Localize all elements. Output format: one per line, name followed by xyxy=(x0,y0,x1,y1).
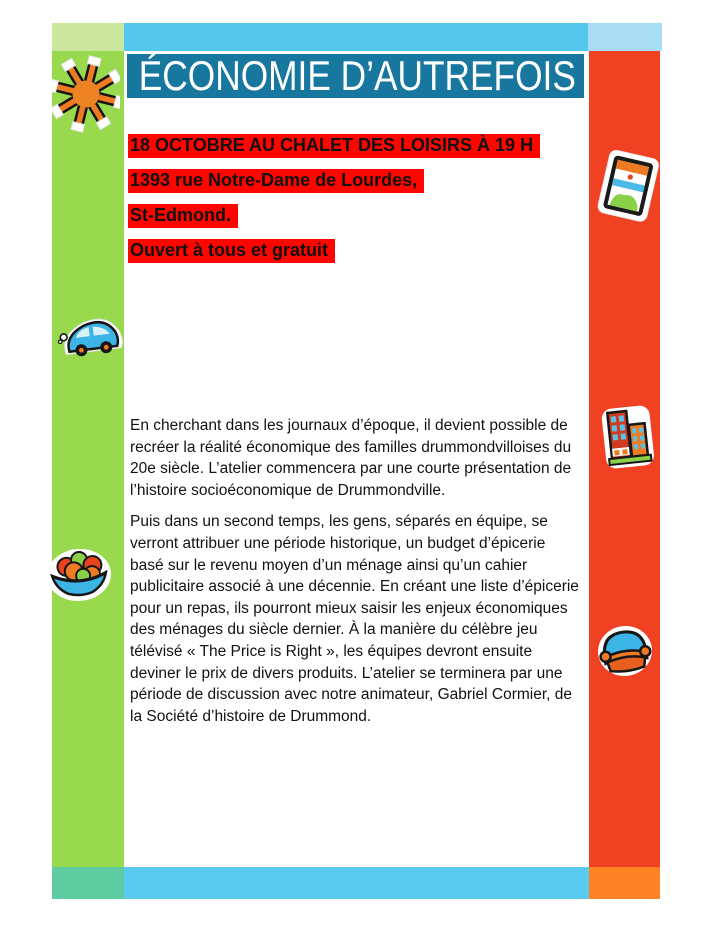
footer-cyan-segment xyxy=(124,867,589,899)
picture-frame-icon xyxy=(597,147,661,227)
event-date-line: 18 OCTOBRE AU CHALET DES LOISIRS À 19 H xyxy=(128,134,540,158)
footer-teal-segment xyxy=(52,867,124,899)
event-info xyxy=(128,134,540,274)
paragraph-2: Puis dans un second temps, les gens, séparés en équipe, se verront attribuer une période historique, un budget d’épicerie basé sur le revenu moyen d’un ménage ainsi qu’un cahier publicitaire associé à une décennie. En créant une liste d’épicerie pour un repas, ils pourront mieux saisir les enjeux économiques des ménages du siècle dernier. À la manière du célèbre jeu télévisé « The Price is Right », les équipes devront ensuite deviner le prix de divers produits. L’atelier se terminera par une période de discussion avec notre animateur, Gabriel Cormier, de la Société d’histoire de Drummond. xyxy=(130,513,579,725)
title-bar xyxy=(127,54,584,98)
footer-orange-segment xyxy=(589,867,660,899)
fruit-bowl-icon xyxy=(45,545,113,603)
sun-icon xyxy=(52,52,120,136)
top-right-light-cyan-block xyxy=(588,23,662,51)
car-icon xyxy=(56,312,126,364)
body-text xyxy=(130,415,582,737)
event-admission-line: Ouvert à tous et gratuit xyxy=(128,239,540,263)
top-cyan-bar xyxy=(124,23,588,51)
buildings-icon xyxy=(599,403,657,473)
event-city-line: St-Edmond. xyxy=(128,204,540,228)
page-title: ÉCONOMIE D’AUTREFOIS xyxy=(138,54,576,98)
paragraph-1: En cherchant dans les journaux d’époque, il devient possible de recréer la réalité économique des familles drummondvilloises du 20e siècle. L’atelier commencera par une courte présentation de l’histoire socioéconomique de Drummondville. xyxy=(130,417,572,499)
event-address-line: 1393 rue Notre-Dame de Lourdes, xyxy=(128,169,540,193)
sofa-icon xyxy=(596,621,654,681)
top-left-light-green-block xyxy=(52,23,124,51)
left-green-sidebar xyxy=(52,51,124,867)
